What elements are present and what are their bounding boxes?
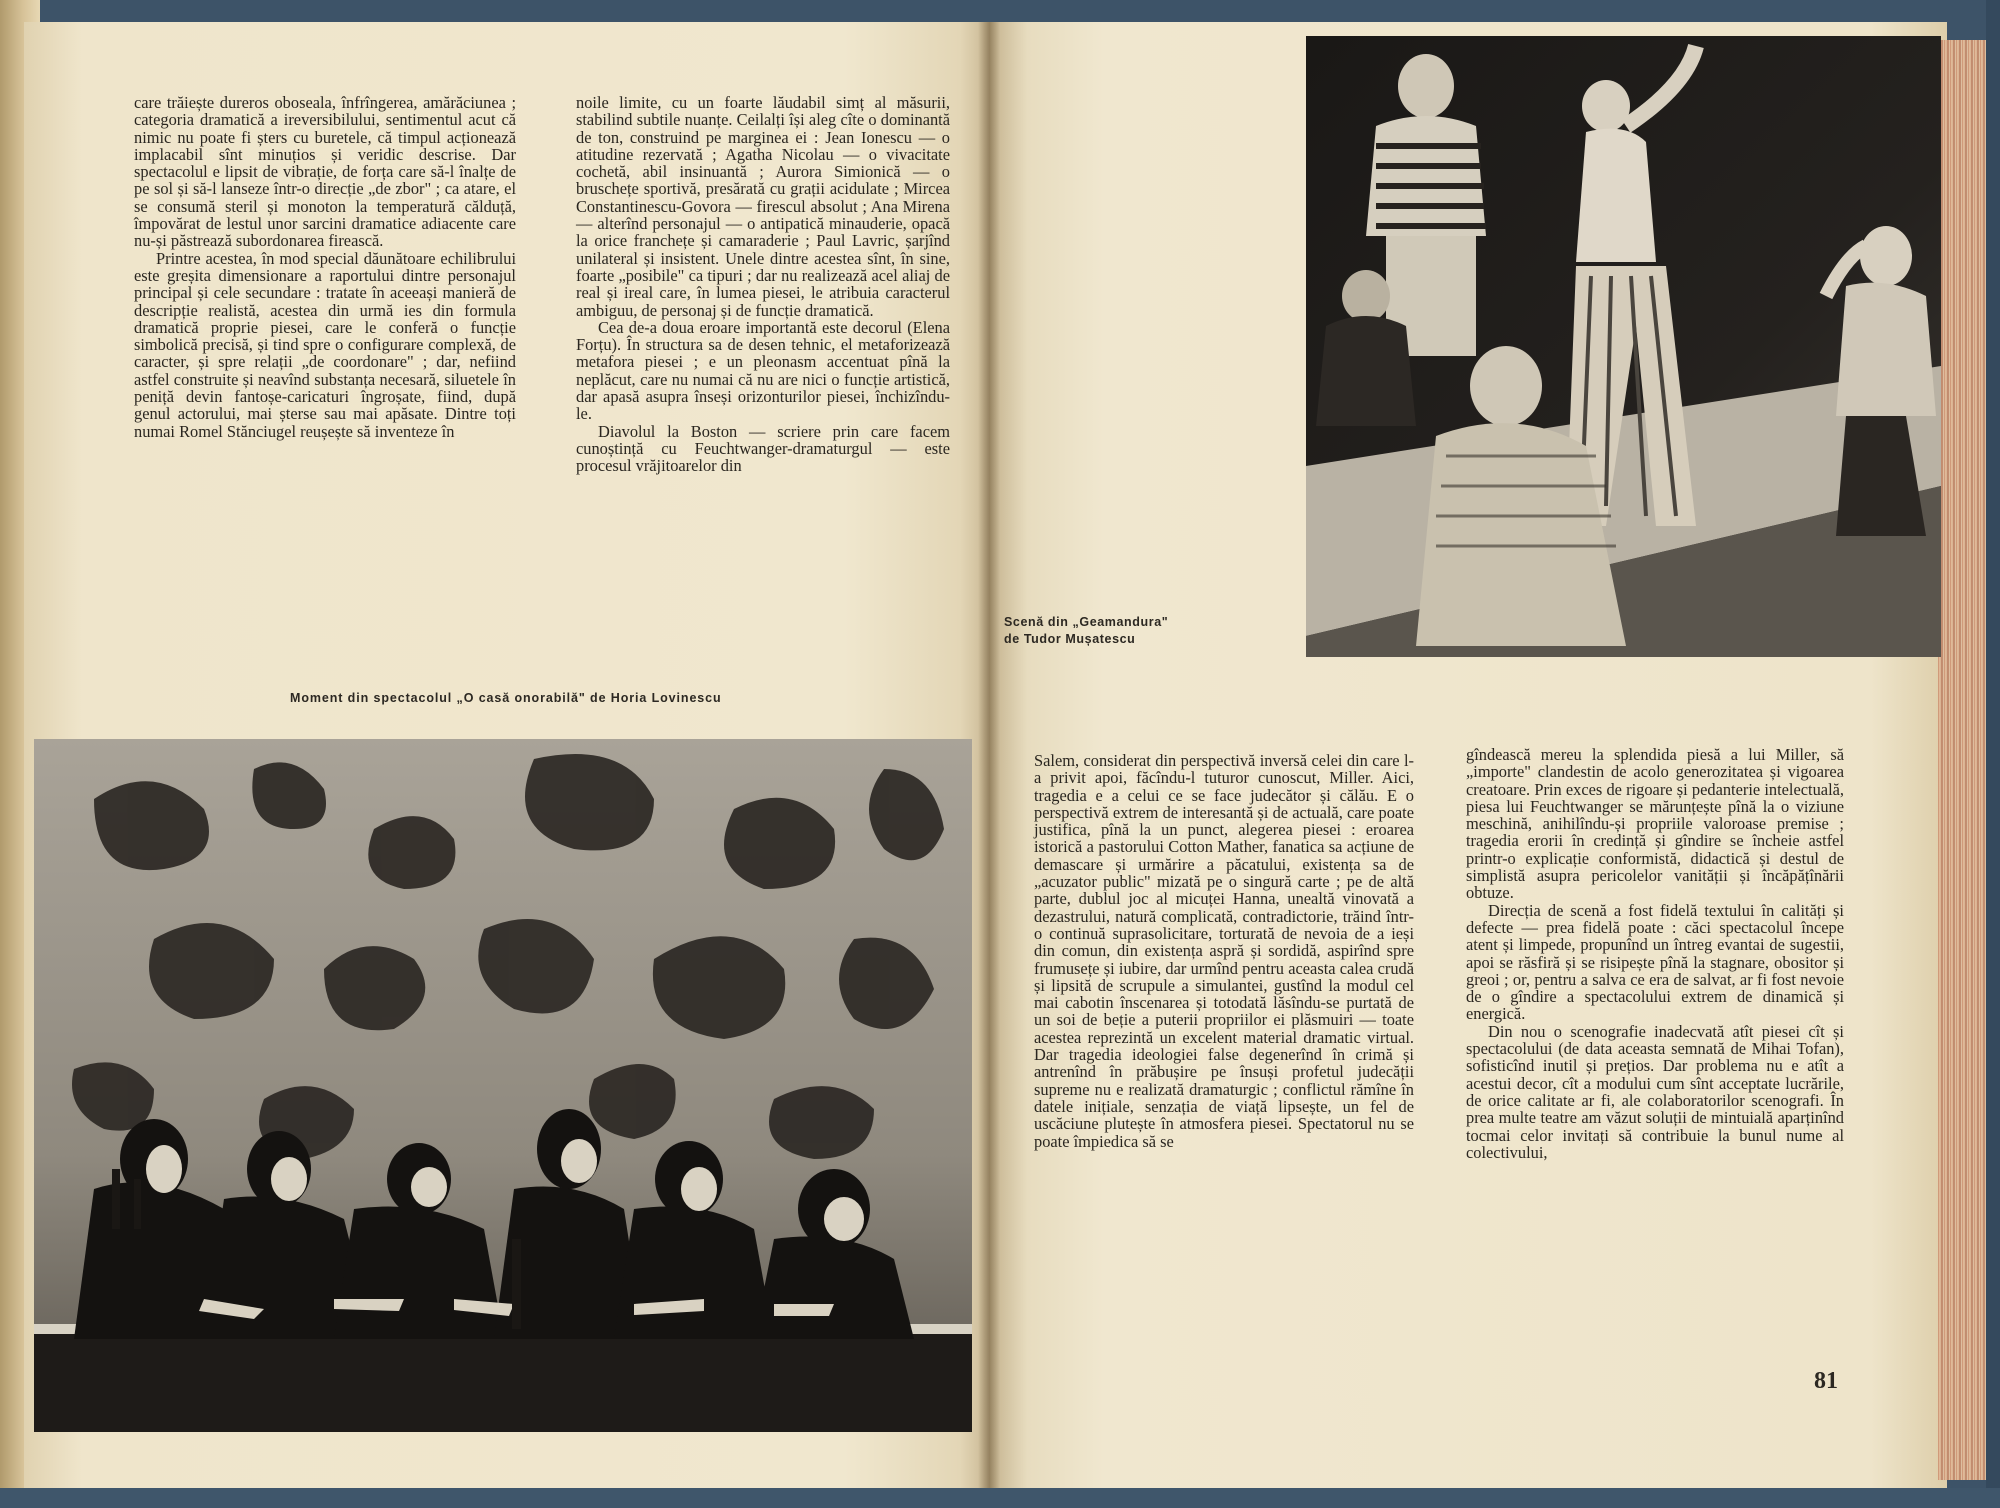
paragraph: Direcția de scenă a fost fidelă textului în calități și defecte — prea fidelă poate : căci spectacolul începe atent și limpede, propunînd un întreg evantai de sugestii, apoi se răsfiră și se risipește pînă la stagnare, obositor și greoi ; or, pentru a salva ce era de salvat, ar fi fost nevoie de o gîndire a spectacolului extrem de dinamică și energică. xyxy=(1466,900,1844,1024)
paragraph: Printre acestea, în mod special dăunătoare echilibrului este greșita dimensionare a raportului dintre personajul principal și cele secundare : tratate în aceeași manieră de descripție realistă, acestea din urmă ies din formula dramatică proprie piesei, care le conferă o funcție simbolică precisă, și tind spre o configurare complexă, de caracter, și spre relații „de coordonare" ; dar, nefiind astfel construite și neavînd substanța necesară, siluetele în peniță devin fantoșe-caricaturi îngroșate, fiind, după genul actorului, mai șterse sau mai apăsate. Dintre toți numai Romel Stănciugel reușește să inventeze în xyxy=(134,248,516,441)
paragraph: Diavolul la Boston — scriere prin care facem cunoștință cu Feuchtwanger-dramaturgul — este procesul vrăjitoarelor din xyxy=(576,421,950,476)
book-gutter xyxy=(978,22,1000,1490)
paragraph: Cea de-a doua eroare importantă este decorul (Elena Forțu). În structura sa de desen tehnic, el metaforizează metafora piesei ; e un pleonasm accentuat pînă la neplăcut, care nu numai că nu are nici o funcție artistică, dar apasă asupra înseși orizonturilor piesei, închizîndu-le. xyxy=(576,317,950,424)
page-number: 81 xyxy=(1814,1368,1838,1394)
paragraph: noile limite, cu un foarte lăudabil simț al măsurii, stabilind subtile nuanțe. Ceilalți își aleg cîte o dominantă de ton, construind pe marginea ei : Jean Ionescu — o atitudine rezervată ; Agatha Nicolau — o vivacitate cochetă, abil insinuantă ; Aurora Simionică — o bruschețe sportivă, presărată cu grații acidulate ; Mircea Constantinescu-Govora — firescul absolut ; Ana Mirena — alterînd personajul — o antipatică minauderie, opacă la orice franchețe și camaraderie ; Paul Lavric, șarjînd unilateral și insistent. Unele dintre acestea sînt, în sine, foarte „posibile" ca tipuri ; dar nu realizează acel aliaj de real și ireal care, în lumea piesei, le atribuia caracterul ambiguu, de personaj și de funcție dramatică. xyxy=(576,93,950,320)
left-column-2 xyxy=(576,94,950,475)
paragraph: gîndească mereu la splendida piesă a lui Miller, să „importe" clandestin de acolo generozitatea și vigoarea creatoare. Prin exces de rigoare și pedanterie intelectuală, piesa lui Feuchtwanger se mărunțește pînă la o viziune meschină, anihilîndu-și propriile valoroase premise ; tragedia erorii în credință și gîndire se încheie astfel printr-o explicație conformistă, didactică și destul de simplistă asupra pericolelor vanității și încăpățînării obtuze. xyxy=(1466,745,1844,903)
paragraph: Salem, considerat din perspectivă inversă celei din care l-a privit apoi, făcîndu-l tuturor cunoscut, Miller. Aici, tragedia e a celui ce se face judecător și călău. E o perspectivă extrem de interesantă și de actuală, care poate justifica, pînă la un punct, alegerea piesei : eroarea istorică a pastorului Cotton Mather, fanatica sa acțiune de demascare și urmărire a păcatului, existența sa de „acuzator public" mizată pe o singură carte ; pe de altă parte, dublul joc al micuței Hanna, unealtă vinovată a dezastrului, natură complicată, contradictorie, trăind într-o continuă suprasolicitare, torturată de nevoia de a ieși din comun, din existența aspră și sordidă, aspirînd spre frumusețe și iubire, dar urmînd pentru aceasta calea crudă și lipsită de scrupule a simulantei, gustînd la modul cel mai cabotin înscenarea și totodată lăsîndu-se purtată de un soi de beție a puterii propriilor ei plăsmuiri — toate acestea reprezintă un excelent material dramatic virtual. Dar tragedia ideologiei false degenerînd în crimă și antrenînd în prăbușire pe însuși profetul judecății supreme nu e realizată dramaturgic ; conflictul rămîne în datele inițiale, senzația de viață lipsește, un fel de uscăciune plutește în atmosfera piesei. Spectatorul nu se poate împiedica să se xyxy=(1034,751,1414,1151)
stage-photo-casa-onorabila xyxy=(34,739,972,1432)
right-column-1 xyxy=(1034,752,1414,1150)
photo-caption-left: Moment din spectacolul „O casă onorabilă" de Horia Lovinescu xyxy=(290,691,722,705)
cover-bottom-edge xyxy=(0,1488,2000,1508)
paragraph: care trăiește dureros oboseala, înfrîngerea, amărăciunea ; categoria dramatică a ireversibilului, sentimentul acut că nimic nu poate fi șters cu buretele, că timpul acționează implacabil sînt minuțios și veridic descrise. Dar spectacolul e lipsit de vibrație, de forța care să-l înalțe de pe sol și să-l lanseze într-o direcție „de zbor" ; ca atare, el se consumă steril și monoton la temperatură călduță, împovărat de lestul unor sarcini dramatice adiacente care nu-și păstrează subordonarea firească. xyxy=(134,93,516,251)
left-column-1 xyxy=(134,94,516,440)
stage-photo-geamandura xyxy=(1306,36,1941,657)
page-stack-edge xyxy=(1938,40,1988,1480)
paragraph: Din nou o scenografie inadecvată atît piesei cît și spectacolului (de data aceasta semnată de Mihai Tofan), sofisticînd inutil și prețios. Dar problema nu e atît a acestui decor, cît a modului cum sînt acceptate lucrările, de orice calitate ar fi, ale colaboratorilor scenografi. În prea multe teatre am văzut soluții de mintuială aparținînd tocmai celor invitați să contribuie la bunul nume al colectivului, xyxy=(1466,1021,1844,1162)
cover-right-edge xyxy=(1986,0,2000,1508)
right-column-2 xyxy=(1466,746,1844,1161)
photo-caption-right: Scenă din „Geamandura" de Tudor Mușatescu xyxy=(1004,615,1169,646)
